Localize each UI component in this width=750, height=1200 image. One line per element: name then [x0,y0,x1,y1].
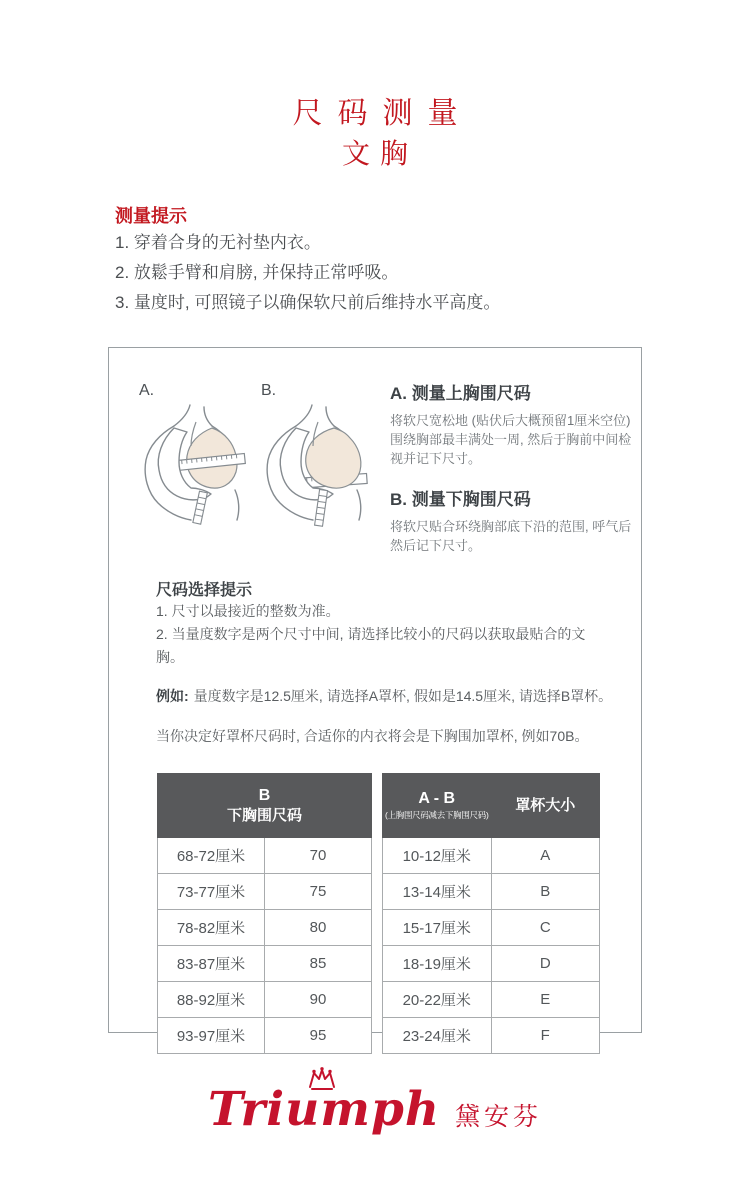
diff-range-cell: 15-17厘米 [383,910,492,946]
cup-cell: C [491,910,600,946]
size-tables [157,773,641,1054]
band-size-cell: 95 [265,1018,372,1054]
cup-table-header [491,774,600,838]
band-size-cell: 70 [265,838,372,874]
measure-figure-b [255,382,377,555]
band-header-letter: B [258,787,271,804]
measuring-tip-1: 1. 穿着合身的无衬垫内衣。 [115,233,321,252]
cup-cell: E [491,982,600,1018]
band-range-cell: 88-92厘米 [158,982,265,1018]
size-selection-tip-1: 1. 尺寸以最接近的整数为准。 [156,603,340,619]
figure-a-label: A. [139,382,155,399]
band-range-cell: 68-72厘米 [158,838,265,874]
figure-a-illustration [133,402,251,528]
size-conclusion-line: 当你决定好罩杯尺码时, 合适你的内衣将会是下胸围加罩杯, 例如70B。 [156,728,589,744]
table-row [383,946,600,982]
page-title [0,97,750,170]
measure-figure-a [133,382,255,555]
diff-range-cell: 10-12厘米 [383,838,492,874]
size-example-text: 量度数字是12.5厘米, 请选择A罩杯, 假如是14.5厘米, 请选择B罩杯。 [193,688,613,704]
page-title-line2: 文胸 [341,138,418,169]
band-size-cell: 90 [265,982,372,1018]
size-example-line [156,686,613,706]
cup-cell: B [491,874,600,910]
diff-range-cell: 23-24厘米 [383,1018,492,1054]
band-range-cell: 73-77厘米 [158,874,265,910]
cup-header-label: 罩杯大小 [515,797,576,814]
band-range-cell: 78-82厘米 [158,910,265,946]
diff-range-cell: 18-19厘米 [383,946,492,982]
table-row [158,946,372,982]
band-table-header [158,774,372,838]
band-header-label: 下胸围尺码 [226,807,302,824]
cup-size-table [382,773,600,1054]
measuring-tip-3: 3. 量度时, 可照镜子以确保软尺前后维持水平高度。 [115,293,501,312]
crown-icon [304,1067,340,1091]
table-row [158,874,372,910]
cup-cell: A [491,838,600,874]
table-row [158,910,372,946]
page-title-line1: 尺码测量 [292,97,473,130]
table-row [158,838,372,874]
brand-name-chinese: 黛安芬 [455,1103,543,1131]
table-row [158,982,372,1018]
band-range-cell: 93-97厘米 [158,1018,265,1054]
size-selection-heading: 尺码选择提示 [156,582,253,599]
size-example-label: 例如: [156,688,189,704]
measuring-tip-2: 2. 放鬆手臂和肩膀, 并保持正常呼吸。 [115,263,399,282]
measuring-tips-heading: 测量提示 [115,206,187,226]
table-row [383,874,600,910]
size-selection-tip-2: 2. 当量度数字是两个尺寸中间, 请选择比较小的尺码以获取最贴合的文胸。 [156,626,586,665]
instruction-b-heading: B. 测量下胸围尺码 [390,490,531,509]
instruction-a-body: 将软尺宽松地 (贴伏后大概预留1厘米空位) 围绕胸部最丰满处一周, 然后于胸前中间检视并记下尺寸。 [390,413,632,466]
cup-cell: D [491,946,600,982]
diagram-row [133,382,641,555]
diff-header-subtitle: (上胸围尺码减去下胸围尺码) [385,810,489,820]
band-size-cell: 80 [265,910,372,946]
diff-header-formula: A - B [418,790,456,807]
brand-logo [207,1082,441,1137]
band-size-table [157,773,372,1054]
diff-range-cell: 13-14厘米 [383,874,492,910]
band-size-cell: 75 [265,874,372,910]
table-row [383,838,600,874]
figure-b-label: B. [261,382,277,399]
figure-b-illustration [255,402,373,528]
table-row [383,1018,600,1054]
size-selection-tips [156,577,613,746]
measuring-instructions [390,384,641,555]
instruction-b-body: 将软尺贴合环绕胸部底下沿的范围, 呼气后然后记下尺寸。 [390,519,632,553]
instruction-a-heading: A. 测量上胸围尺码 [390,384,531,403]
table-row [383,982,600,1018]
measuring-guide-box [108,347,642,1045]
instruction-section-b [390,490,641,555]
diff-range-cell: 20-22厘米 [383,982,492,1018]
band-range-cell: 83-87厘米 [158,946,265,982]
measuring-tips-section [115,202,750,318]
table-row [383,910,600,946]
band-size-cell: 85 [265,946,372,982]
cup-cell: F [491,1018,600,1054]
instruction-section-a [390,384,641,468]
measure-figures [133,382,384,555]
brand-name: Triumph [207,1082,441,1137]
diff-table-header [383,774,492,838]
brand-footer [0,1082,750,1137]
table-row [158,1018,372,1054]
